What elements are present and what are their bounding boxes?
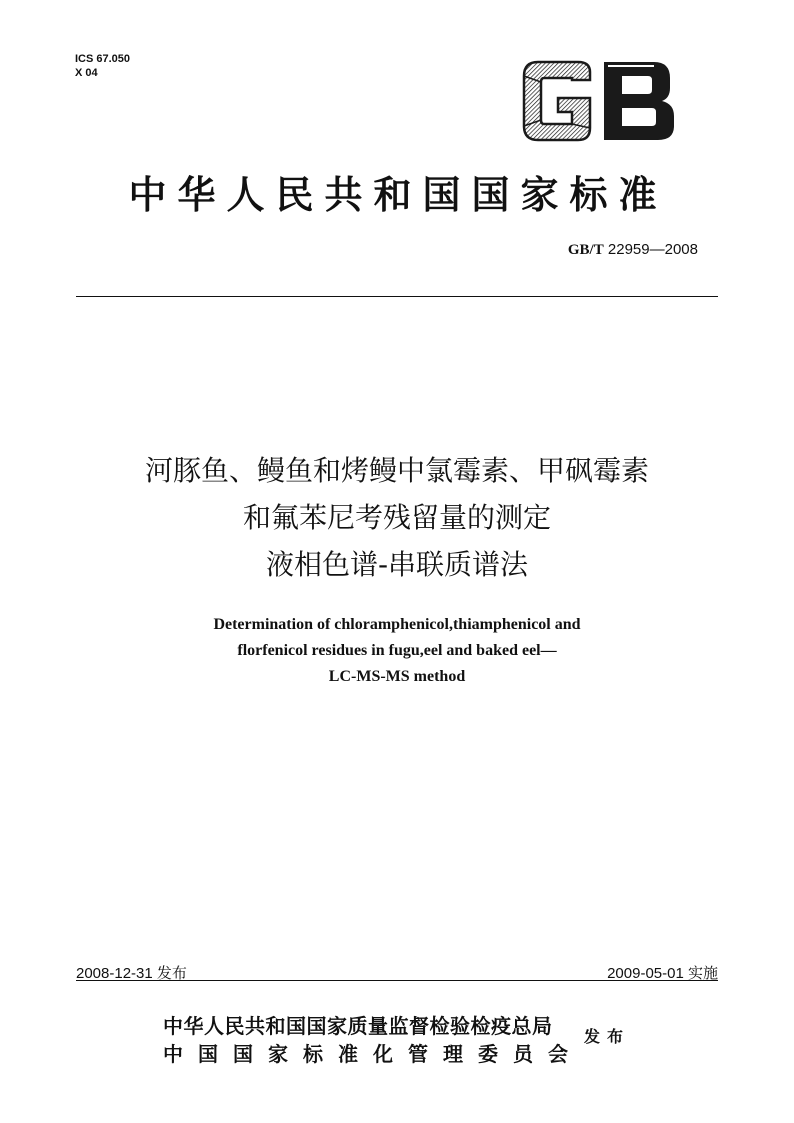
chinese-title	[40, 447, 754, 588]
standard-year-number: 22959—2008	[607, 241, 698, 258]
english-title-line-2: florfenicol residues in fugu,eel and baked eel—	[237, 642, 557, 659]
header-divider	[76, 296, 718, 297]
english-title-line-3: LC-MS-MS method	[328, 668, 466, 685]
footer-divider	[76, 980, 718, 981]
chinese-title-line-3: 液相色谱-串联质谱法	[265, 548, 529, 581]
chinese-title-line-2: 和氟苯尼考残留量的测定	[242, 501, 551, 534]
classification-codes	[75, 52, 130, 80]
standard-number	[568, 241, 698, 259]
standard-prefix: GB/T	[567, 242, 604, 258]
ics-code: ICS 67.050	[75, 53, 131, 65]
chinese-title-line-1: 河豚鱼、鳗鱼和烤鳗中氯霉素、甲砜霉素	[144, 454, 649, 487]
issuer-aqsiq: 中华人民共和国国家质量监督检验检疫总局	[163, 1014, 553, 1038]
issued-by-label: 发布	[584, 1027, 631, 1046]
ccs-code: X 04	[75, 67, 98, 79]
english-title-line-1: Determination of chloramphenicol,thiamphenicol and	[213, 616, 581, 633]
issue-date: 2008-12-31 发布	[76, 965, 187, 982]
english-title	[40, 612, 754, 690]
country-standard-title: 中华人民共和国国家标准	[128, 173, 668, 217]
gb-logo	[516, 58, 682, 144]
issuer-sac: 中国国家标准化管理委员会	[163, 1042, 583, 1066]
implementation-date: 2009-05-01 实施	[607, 965, 718, 982]
